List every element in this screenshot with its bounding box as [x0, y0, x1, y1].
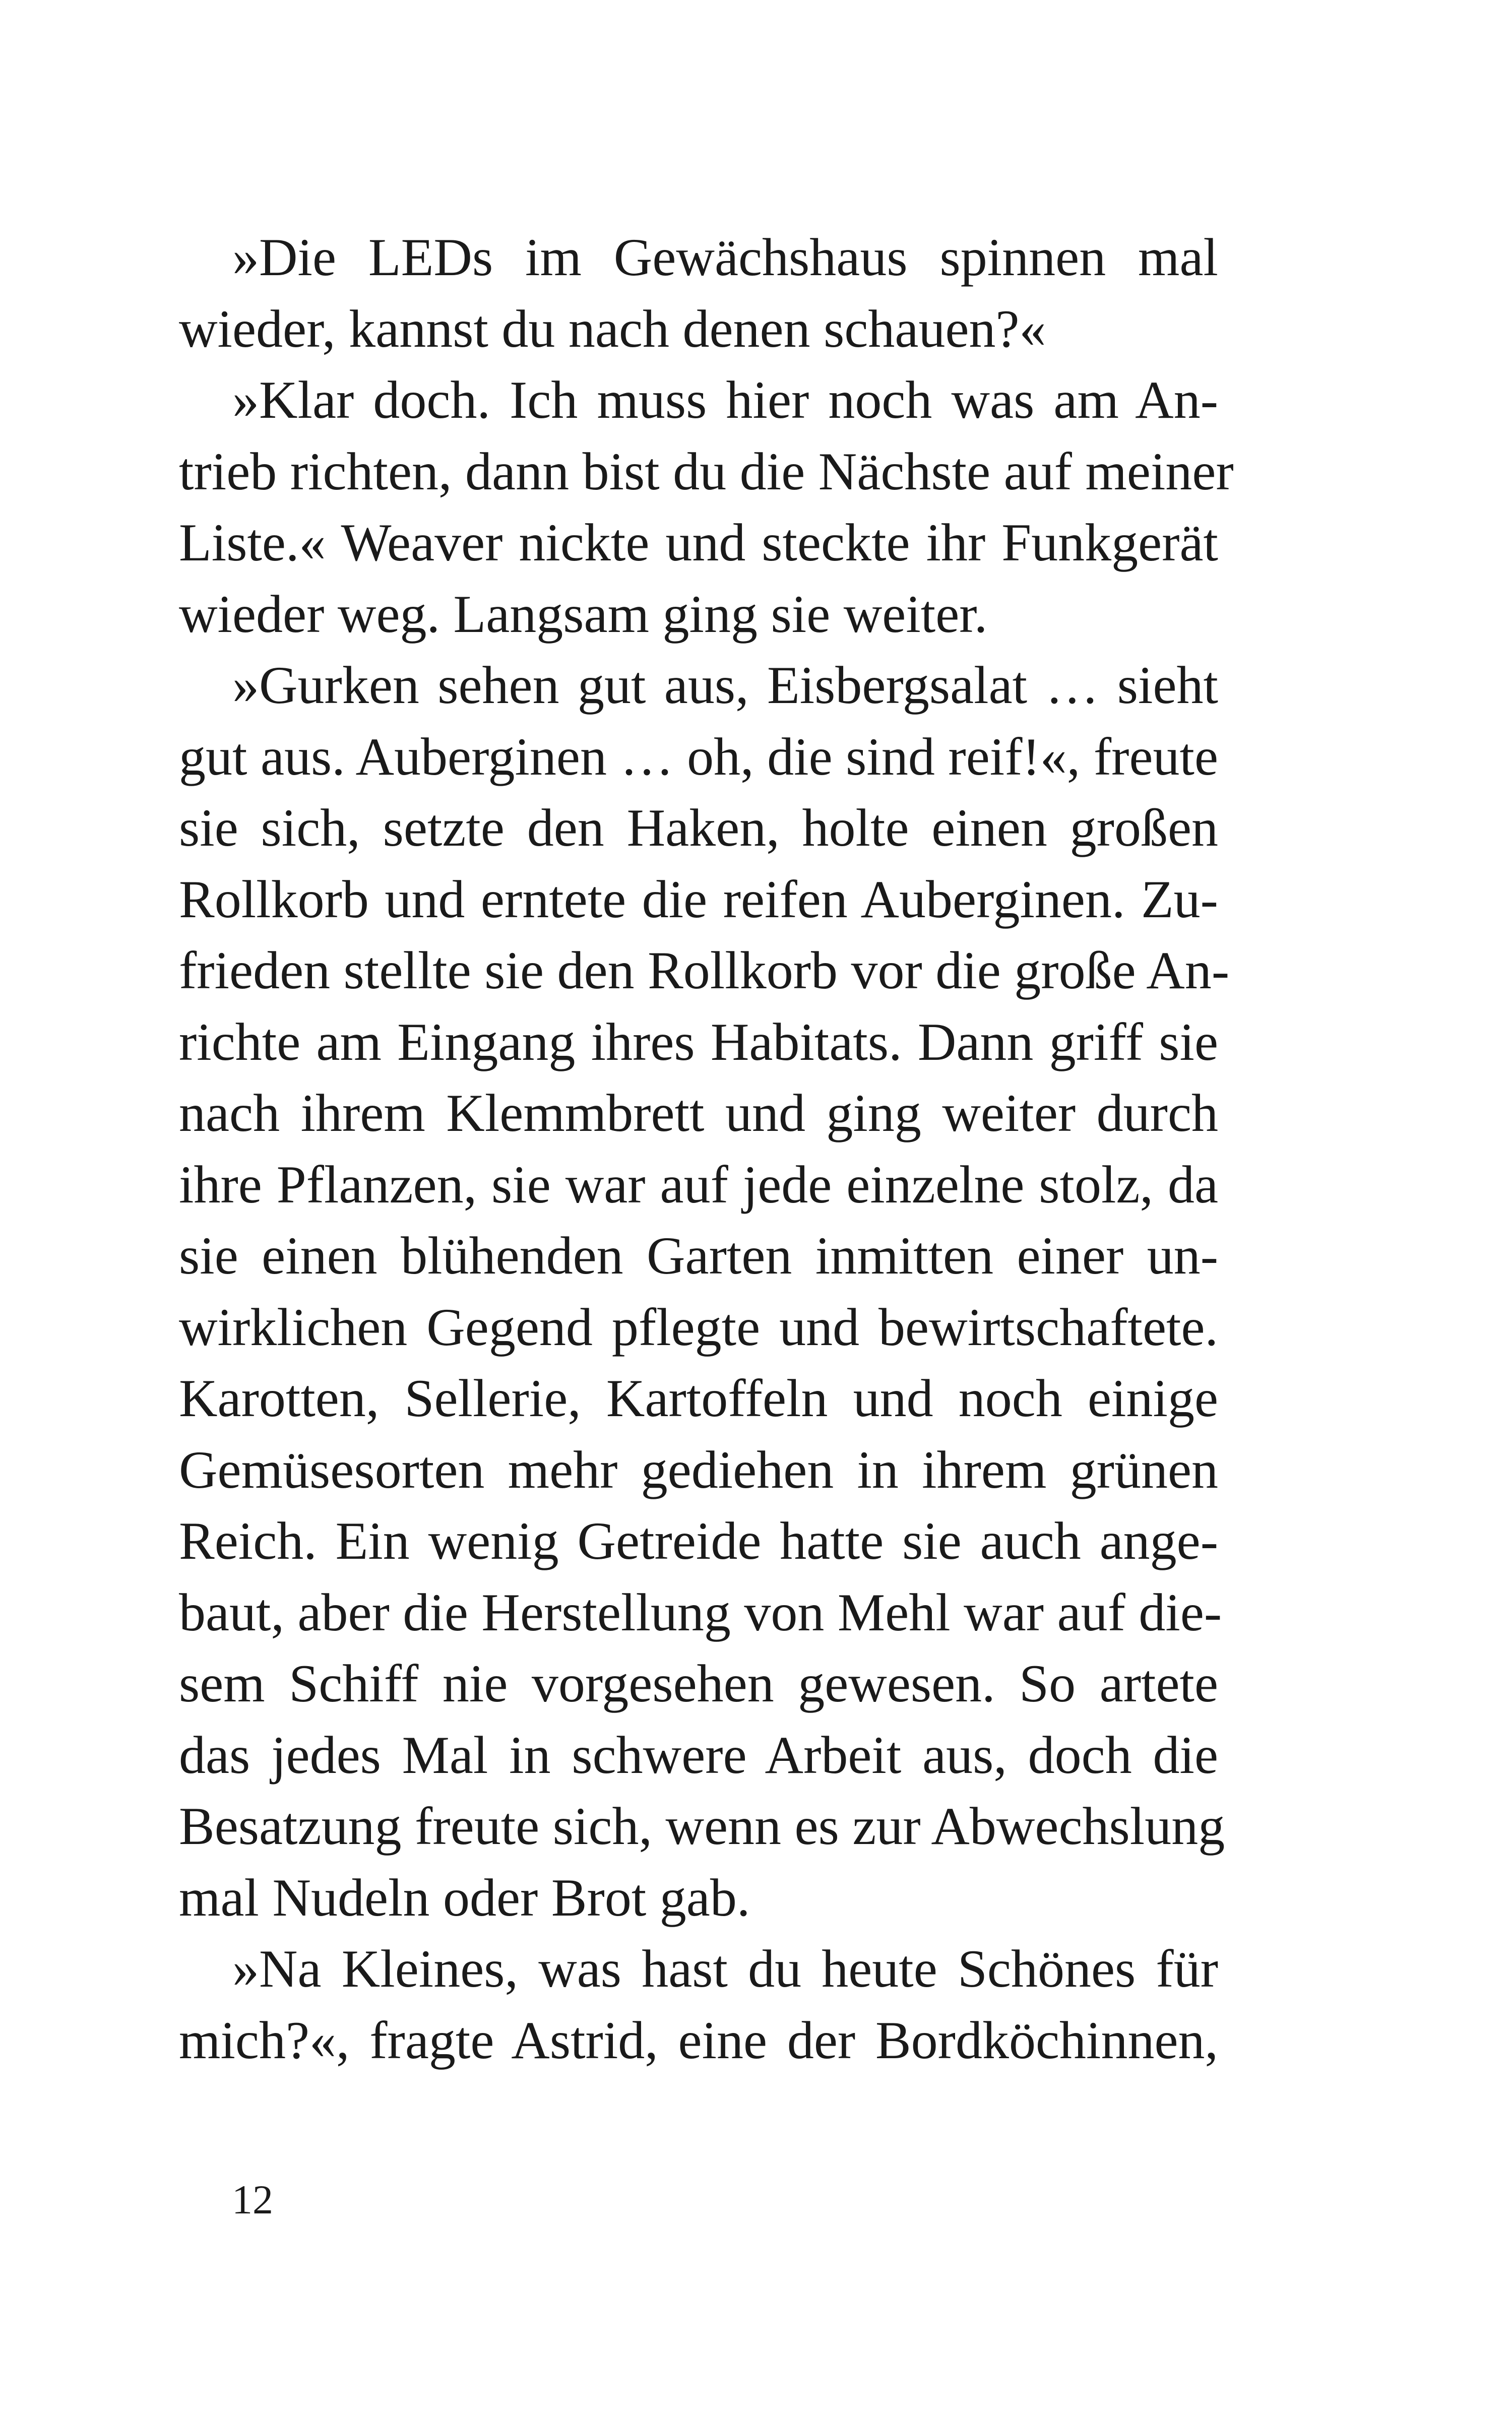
text-line: sem Schiff nie vorgesehen gewesen. So artete — [179, 1654, 1218, 1713]
body-text — [179, 222, 1234, 2076]
text-line: sie sich, setzte den Haken, holte einen großen — [179, 798, 1218, 857]
page-number: 12 — [232, 2177, 273, 2222]
text-line: mich?«, fragte Astrid, eine der Bordköchinnen, — [179, 2010, 1218, 2070]
text-line: baut, aber die Herstellung von Mehl war auf die- — [179, 1582, 1222, 1642]
text-line: ihre Pflanzen, sie war auf jede einzelne stolz, da — [179, 1155, 1218, 1214]
text-line: trieb richten, dann bist du die Nächste auf meiner — [179, 441, 1234, 501]
text-line: »Klar doch. Ich muss hier noch was am An- — [232, 370, 1218, 429]
text-line: das jedes Mal in schwere Arbeit aus, doch die — [179, 1725, 1218, 1785]
text-line: Karotten, Sellerie, Kartoffeln und noch einige — [179, 1369, 1218, 1428]
text-line: frieden stellte sie den Rollkorb vor die große An- — [179, 941, 1230, 1000]
text-line: wieder weg. Langsam ging sie weiter. — [179, 584, 988, 644]
text-line: sie einen blühenden Garten inmitten einer un- — [179, 1226, 1218, 1285]
text-line: Gemüsesorten mehr gediehen in ihrem grünen — [179, 1440, 1218, 1499]
text-line: »Die LEDs im Gewächshaus spinnen mal — [232, 228, 1218, 287]
text-line: Rollkorb und erntete die reifen Auberginen. Zu- — [179, 869, 1218, 929]
text-line: »Gurken sehen gut aus, Eisbergsalat … sieht — [232, 656, 1218, 715]
text-line: wieder, kannst du nach denen schauen?« — [179, 299, 1046, 358]
text-line: richte am Eingang ihres Habitats. Dann griff sie — [179, 1012, 1218, 1071]
text-line: Liste.« Weaver nickte und steckte ihr Funkgerät — [179, 513, 1218, 572]
text-line: nach ihrem Klemmbrett und ging weiter durch — [179, 1084, 1218, 1142]
text-line: gut aus. Auberginen … oh, die sind reif!«, freute — [179, 727, 1218, 786]
text-line: Reich. Ein wenig Getreide hatte sie auch ange- — [179, 1511, 1218, 1570]
text-line: »Na Kleines, was hast du heute Schönes für — [232, 1939, 1218, 1998]
text-line: wirklichen Gegend pflegte und bewirtschaftete. — [179, 1297, 1218, 1357]
text-line: mal Nudeln oder Brot gab. — [179, 1868, 750, 1927]
text-line: Besatzung freute sich, wenn es zur Abwechslung — [179, 1797, 1225, 1856]
